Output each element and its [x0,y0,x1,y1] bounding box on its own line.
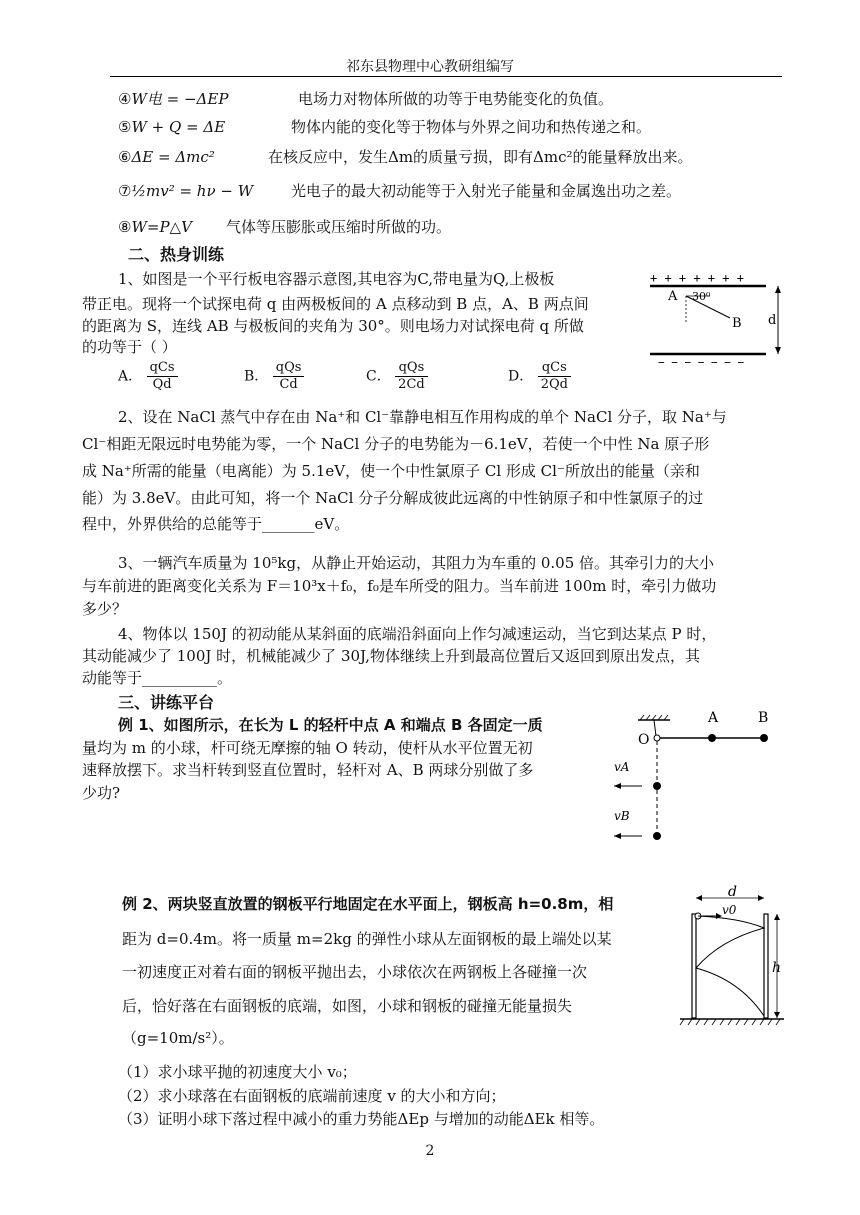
ball-a-horizontal [708,734,716,742]
b-label: B [758,710,769,726]
page-number: 2 [425,1143,435,1159]
ex1-line-2: 量均为 m 的小球，杆可绕无摩擦的轴 O 转动，使杆从水平位置无初 [82,739,533,757]
ex2-question-2: （2）求小球落在右面钢板的底端前速度 v 的大小和方向； [118,1087,506,1105]
ex2-line-2: 距为 d=0.4m。将一质量 m=2kg 的弹性小球从左面钢板的最上端处以某 [122,930,612,948]
q2-line-4: 能）为 3.8eV。由此可知，将一个 NaCl 分子分解成彼此远离的中性钠原子和中性氯原子的过 [82,489,704,507]
q2-line-1: 2、设在 NaCl 蒸气中存在由 Na⁺和 Cl⁻靠静电相互作用构成的单个 NaCl 分子，取 Na⁺与 [118,408,727,426]
q1-line-1: 1、如图是一个平行板电容器示意图,其电容为C,带电量为Q,上极板 [118,270,555,288]
steel-plates-figure [680,884,790,1034]
q1-option-c[interactable]: C． $\frac{\text{qQs}}{2Cd}$ [366,360,428,393]
ex2-line-5: （g=10m/s²）。 [122,1029,234,1047]
q1-option-b[interactable]: B． $\frac{\text{qQs}}{Cd}$ [244,360,304,393]
minus-charges: − − − − − − − [658,356,745,369]
q4-line-3: 动能等于__________。 [82,669,233,687]
h-label: h [772,960,782,976]
q3-line-3: 多少？ [82,600,128,618]
point-a-label: A [668,289,678,304]
formula-5-desc: 物体内能的变化等于物体与外界之间功和热传递之和。 [291,118,652,136]
q1-option-d[interactable]: D． $\frac{\text{qCs}}{2Qd}$ [508,360,571,393]
q1-line-2: 带正电。现将一个试探电荷 q 由两极板间的 A 点移动到 B 点，A、B 两点间 [82,295,589,313]
left-plate [692,914,696,1018]
trajectory [696,916,764,1016]
ex1-line-1: 例 1、如图所示，在长为 L 的轻杆中点 A 和端点 B 各固定一质 [118,716,543,734]
q1-option-a[interactable]: A． $\frac{\text{qCs}}{Qd}$ [118,360,178,393]
o-label: O [638,732,650,748]
q1-line-4: 的功等于（ ） [82,338,177,356]
q1-line-3: 的距离为 S，连线 AB 与极板间的夹角为 30°。则电场力对试探电荷 q 所做 [82,317,584,335]
capacitor-figure [648,268,788,368]
page-header: 祁东县物理中心教研组编写 [346,59,514,75]
formula-4: ④W电 = −ΔEP [118,90,229,108]
v0-label: v0 [722,903,737,917]
formula-6: ⑥ΔE = Δmc² [118,148,215,166]
plus-charges: + + + + + + + [650,271,744,285]
q4-line-2: 其动能减少了 100J 时，机械能减少了 30J,物体继续上升到最高位置后又返回到原出发点，其 [82,647,700,665]
section-3-title: 三、讲练平台 [118,693,215,712]
section-2-title: 二、热身训练 [128,245,225,264]
vb-label: vB [614,809,630,823]
q3-line-2: 与车前进的距离变化关系为 F＝10³x＋f₀，f₀是车所受的阻力。当车前进 100m 时，牵引力做功 [82,577,717,595]
ex2-line-3: 一初速度正对着右面的钢板平抛出去，小球依次在两钢板上各碰撞一次 [122,963,588,981]
formula-4-desc: 电场力对物体所做的功等于电势能变化的负值。 [298,90,614,108]
ball-b-vertical [653,832,661,840]
q2-line-3: 成 Na⁺所需的能量（电离能）为 5.1eV，使一个中性氯原子 Cl 形成 Cl⁻所放出的能量（亲和 [82,462,700,480]
q3-line-1: 3、一辆汽车质量为 10⁵kg，从静止开始运动，其阻力为车重的 0.05 倍。其牵引力的大小 [118,554,715,572]
formula-8: ⑧W=P△V [118,218,192,236]
q2-line-5: 程中，外界供给的总能等于_______eV。 [82,515,350,533]
d-label: d [768,313,777,328]
formula-7-desc: 光电子的最大初动能等于入射光子能量和金属逸出功之差。 [291,182,682,200]
rod-figure [604,704,784,844]
header-rule [110,76,782,77]
formula-8-desc: 气体等压膨胀或压缩时所做的功。 [226,218,452,236]
ex2-question-1: （1）求小球平抛的初速度大小 v₀； [118,1063,357,1081]
ex2-line-1: 例 2、两块竖直放置的钢板平行地固定在水平面上，钢板高 h=0.8m，相 [122,895,614,913]
ex1-line-3: 速释放摆下。求当杆转到竖直位置时，轻杆对 A、B 两球分别做了多 [82,761,534,779]
va-label: vA [614,760,630,774]
d-label: d [728,884,737,900]
ball-b-horizontal [760,734,768,742]
formula-7: ⑦½mv² = hν − W [118,182,254,200]
a-label: A [708,710,719,726]
ball-a-vertical [653,782,661,790]
right-plate [764,914,768,1018]
ex1-line-4: 少功? [82,784,121,802]
formula-6-desc: 在核反应中，发生Δm的质量亏损，即有Δmc²的能量释放出来。 [268,148,693,166]
ex2-line-4: 后，恰好落在右面钢板的底端，如图，小球和钢板的碰撞无能量损失 [122,997,573,1015]
pivot-o [654,735,660,741]
formula-5: ⑤W + Q = ΔE [118,118,226,136]
point-b-label: B [732,316,742,331]
q4-line-1: 4、物体以 150J 的初动能从某斜面的底端沿斜面向上作匀减速运动，当它到达某点 P 时， [118,625,717,643]
ex2-question-3: （3）证明小球下落过程中减小的重力势能ΔEp 与增加的动能ΔEk 相等。 [118,1110,605,1128]
q2-line-2: Cl⁻相距无限远时电势能为零，一个 NaCl 分子的电势能为－6.1eV，若使一个中性 Na 原子形 [82,435,710,453]
angle-label: 30⁰ [692,290,711,303]
